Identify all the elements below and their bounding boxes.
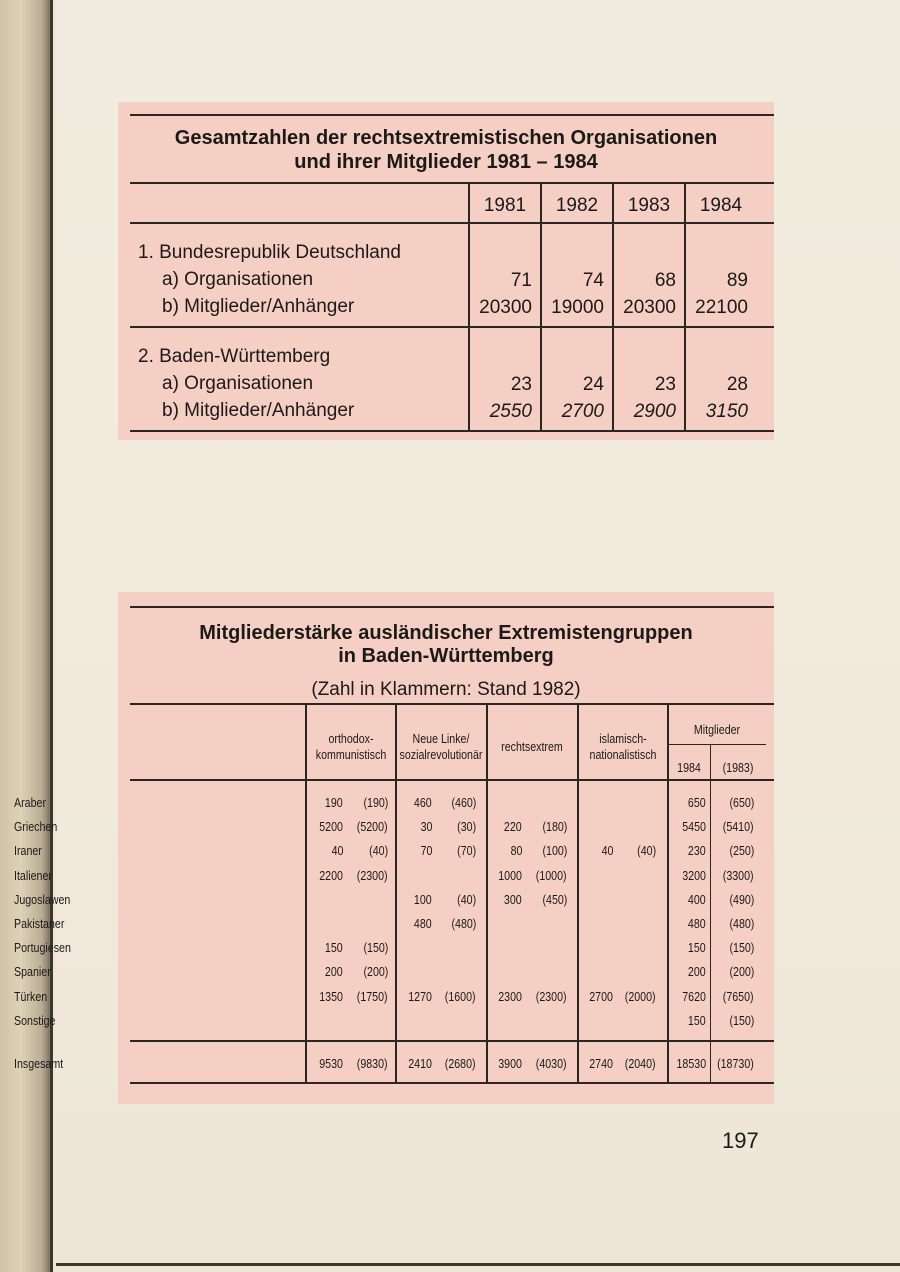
section-heading-bw: 2. Baden-Württemberg [138,346,331,367]
table-cell: (2000) [625,988,656,1004]
table2-col-divider [305,704,307,1082]
table-cell: (480) [451,916,476,931]
table-cell: (1600) [445,988,476,1004]
table-cell: (9830) [357,1056,388,1071]
table1-title-rule [130,182,774,184]
table-cell: (190) [363,795,388,810]
table2-header-rule [130,779,774,781]
table-cell: 2300 [498,988,522,1004]
table-cell: 70 [420,843,432,859]
table-cell: (70) [457,843,476,859]
table2-col-divider [710,744,711,1082]
table-cell: 20300 [623,297,676,318]
table-cell: 71 [510,270,532,291]
table-cell: (250) [729,843,754,859]
table-cell: 30 [420,819,432,835]
row-label: Sonstige [14,1012,56,1028]
table1-section-rule [130,326,774,328]
table-cell: (200) [363,964,388,980]
table-cell: 150 [688,1012,706,1028]
table1-title-line2: und ihrer Mitglieder 1981 – 1984 [294,151,598,173]
row-label: Spanier [14,964,51,980]
row-label-organisationen: a) Organisationen [162,269,314,290]
table-cell: 1350 [319,988,343,1004]
table-cell: 200 [325,964,343,980]
table-cell: 74 [582,270,604,291]
table-cell: 2900 [633,401,676,422]
table-cell: (1000) [536,867,567,883]
table-cell: (3300) [723,867,754,883]
table2-top-rule [130,606,774,608]
table-cell: 22100 [695,297,748,318]
table-cell: 40 [331,843,343,859]
table-cell: 5200 [319,819,343,835]
page-number: 197 [722,1128,759,1153]
table2-title-rule [130,703,774,705]
row-label-mitglieder: b) Mitglieder/Anhänger [162,296,355,317]
year-header-1983: 1983 [627,195,671,216]
table-cell: (7650) [723,988,754,1004]
table-cell: 190 [325,795,343,810]
table2-subtitle: (Zahl in Klammern: Stand 1982) [311,679,581,700]
table-cell: 23 [510,374,532,395]
table1-header-rule [130,222,774,224]
table-cell: 80 [510,843,522,859]
header-mitglieder-1984: 1984 [677,760,701,775]
table-cell: 220 [504,819,522,835]
table-cell: (40) [637,843,656,859]
table-cell: 2740 [589,1056,613,1071]
row-label: Jugoslawen [14,891,71,907]
table-cell: 68 [654,270,676,291]
table-cell: 3900 [498,1056,522,1071]
year-header-1984: 1984 [699,195,743,216]
year-header-1981: 1981 [483,195,527,216]
table-cell: 230 [688,843,706,859]
table-cell: 2700 [589,988,613,1004]
year-header-1982: 1982 [555,195,599,216]
table-cell: 28 [726,374,748,395]
header-rechtsextrem: rechtsextrem [501,739,563,754]
table-cell: 7620 [682,988,706,1004]
table-cell: (150) [729,1012,754,1028]
table-cell: (2300) [357,867,388,883]
table2-title [118,622,774,668]
table-cell: (460) [451,795,476,810]
table-cell: 3200 [682,867,706,883]
table2-title-line1: Mitgliederstärke ausländischer Extremistengruppen [199,622,693,644]
table-cell: (4030) [536,1056,567,1071]
row-label: Araber [14,795,47,810]
table-cell: (200) [729,964,754,980]
page-bottom-edge [56,1263,900,1266]
header-mitglieder: Mitglieder [693,722,741,737]
table-cell: 19000 [551,297,604,318]
table-cell: (2040) [625,1056,656,1071]
table-cell: 9530 [319,1056,343,1071]
table-cell: (450) [542,891,567,907]
table-cell: (150) [729,940,754,956]
total-row-label: Insgesamt [14,1056,64,1071]
table-cell: 1270 [408,988,432,1004]
section-heading-brd: 1. Bundesrepublik Deutschland [138,242,402,263]
row-label: Pakistaner [14,916,65,931]
row-label: Türken [14,988,48,1004]
spine-edge-line [50,0,53,1272]
table-cell: (40) [457,891,476,907]
table2-total-rule [130,1040,774,1042]
table-cell: (180) [542,819,567,835]
table-cell: (650) [729,795,754,810]
table-cell: 200 [688,964,706,980]
mitglieder-sub-rule [668,744,766,745]
table-cell: (5410) [723,819,754,835]
table-cell: 23 [654,374,676,395]
row-label-organisationen: a) Organisationen [162,373,314,394]
table-cell: 40 [601,843,613,859]
table1-top-rule [130,114,774,116]
table-cell: 3150 [705,401,748,422]
table-cell: (1750) [357,988,388,1004]
table-cell: (18730) [717,1056,754,1071]
row-label-mitglieder: b) Mitglieder/Anhänger [162,400,355,421]
table-cell: 89 [726,270,748,291]
table-cell: 650 [688,795,706,810]
row-label: Iraner [14,843,42,859]
table-cell: 5450 [682,819,706,835]
table1-bottom-rule [130,430,774,432]
header-neue-linke: Neue Linke/ sozialrevolutionär [399,731,483,762]
table2-bottom-rule [130,1082,774,1084]
table-cell: 2200 [319,867,343,883]
header-orthodox-kommunistisch: orthodox- kommunistisch [315,731,387,762]
table-cell: 480 [688,916,706,931]
table-cell: 1000 [498,867,522,883]
table-cell: (2300) [536,988,567,1004]
table-cell: 150 [325,940,343,956]
table-auslaendische-extremistengruppen [118,592,774,1104]
table-cell: (100) [542,843,567,859]
table2-title-line2: in Baden-Württemberg [338,645,554,667]
table-cell: 300 [504,891,522,907]
table-cell: (5200) [357,819,388,835]
table2-col-divider [667,704,669,1082]
table-cell: 480 [414,916,432,931]
table-cell: 460 [414,795,432,810]
table1-title-line1: Gesamtzahlen der rechtsextremistischen Organisationen [174,127,718,149]
table-cell: (480) [729,916,754,931]
table-cell: (2680) [445,1056,476,1071]
header-islamisch-nationalistisch: islamisch- nationalistisch [589,731,657,762]
row-label: Griechen [14,819,58,835]
table-cell: (150) [363,940,388,956]
row-label: Portugiesen [14,940,71,956]
table-cell: 20300 [479,297,532,318]
header-mitglieder-1983: (1983) [722,760,754,775]
table-cell: (490) [729,891,754,907]
table-cell: 150 [688,940,706,956]
table-cell: 400 [688,891,706,907]
table-cell: (30) [457,819,476,835]
table-cell: 100 [414,891,432,907]
table-cell: 2550 [489,401,532,422]
row-label: Italiener [14,867,52,883]
table-cell: 18530 [676,1056,706,1071]
book-spine [0,0,52,1272]
table1-title [118,126,774,174]
table-cell: 24 [582,374,604,395]
table-cell: 2700 [561,401,604,422]
table-cell: 2410 [408,1056,432,1071]
table2-col-divider [577,704,579,1082]
table-cell: (40) [369,843,388,859]
